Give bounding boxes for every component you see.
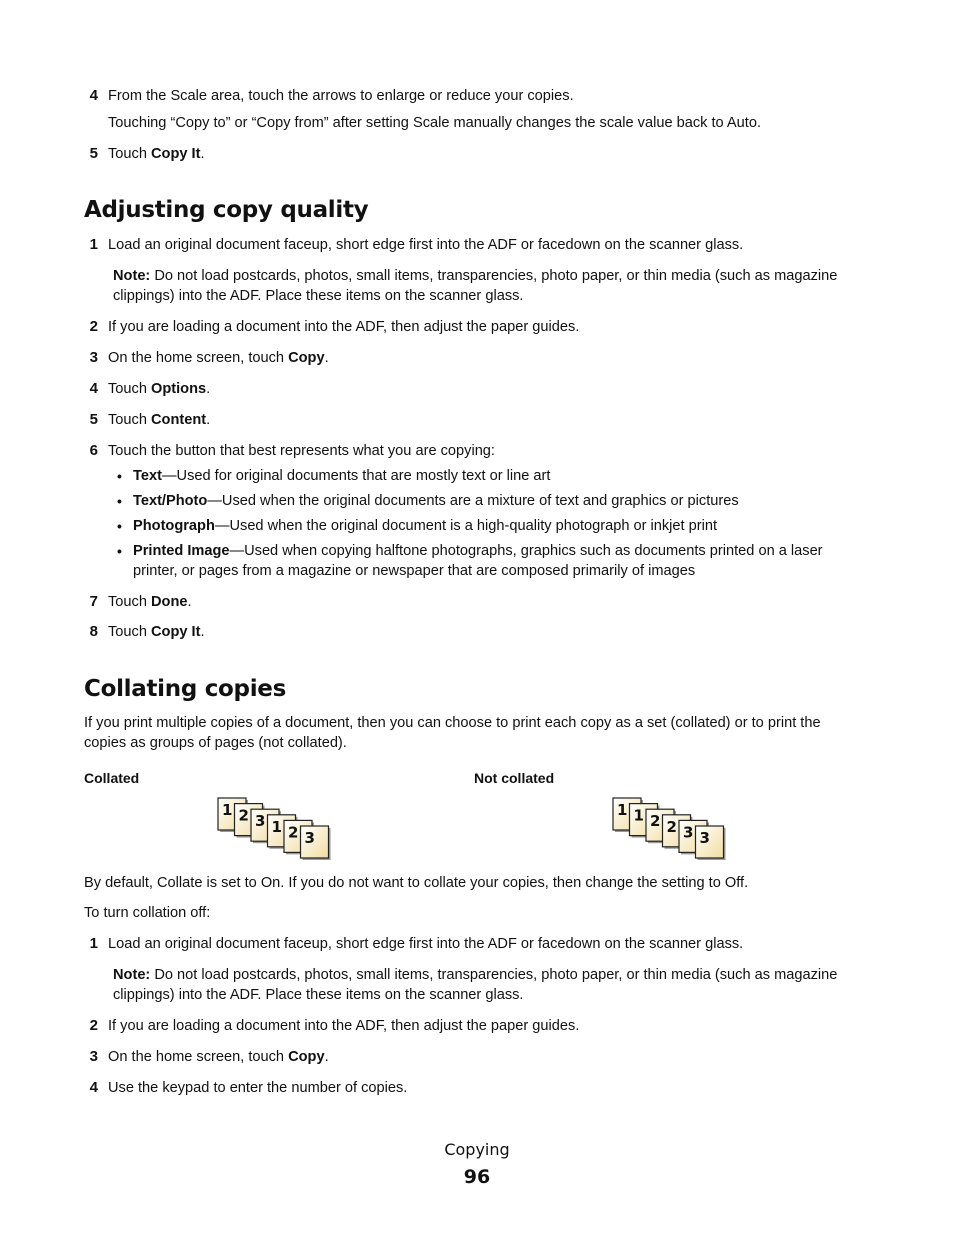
page-number: 96 — [463, 1166, 491, 1188]
svg-text:1: 1 — [222, 801, 233, 819]
step-text: On the home screen, touch Copy. — [108, 1049, 329, 1065]
step-number: 4 — [89, 1079, 98, 1096]
paragraph: To turn collation off: — [84, 905, 211, 921]
svg-text:1: 1 — [617, 801, 628, 819]
step-number: 4 — [89, 87, 98, 104]
bullet-item: Text/Photo—Used when the original documents are a mixture of text and graphics or pictures — [133, 493, 739, 509]
paragraph: By default, Collate is set to On. If you do not want to collate your copies, then change the setting to Off. — [84, 875, 749, 891]
section-heading-copy-quality: Adjusting copy quality — [84, 197, 369, 223]
paragraph-cont: copies as groups of pages (not collated). — [84, 735, 347, 751]
note-text-cont: clippings) into the ADF. Place these items on the scanner glass. — [113, 288, 524, 304]
footer-section-name: Copying — [444, 1140, 510, 1159]
collated-pages-illustration — [216, 796, 336, 860]
step-number: 8 — [89, 623, 98, 640]
step-number: 3 — [89, 349, 98, 366]
not-collated-page-6 — [696, 826, 726, 860]
paragraph: If you print multiple copies of a document, then you can choose to print each copy as a set (collated) or to print the — [84, 715, 821, 731]
step-text: On the home screen, touch Copy. — [108, 350, 329, 366]
step-text: Touch the button that best represents what you are copying: — [108, 443, 495, 459]
note-text: Note: Do not load postcards, photos, small items, transparencies, photo paper, or thin media (such as magazine — [113, 268, 838, 284]
step-number: 5 — [89, 145, 98, 162]
svg-text:3: 3 — [699, 829, 710, 847]
svg-text:3: 3 — [683, 823, 694, 842]
step-text: If you are loading a document into the ADF, then adjust the paper guides. — [108, 319, 580, 335]
svg-text:2: 2 — [288, 823, 299, 842]
step-text: Touch Content. — [108, 412, 211, 428]
step-text: Touch Options. — [108, 381, 211, 397]
svg-text:2: 2 — [650, 812, 661, 831]
step-number: 2 — [89, 318, 98, 335]
step-text: Touch Done. — [108, 594, 192, 610]
step-text: Touch Copy It. — [108, 146, 205, 162]
svg-text:3: 3 — [255, 812, 266, 831]
step-number: 1 — [89, 236, 98, 253]
step-number: 5 — [89, 411, 98, 428]
step-number: 4 — [89, 380, 98, 397]
bullet-item: Text—Used for original documents that are mostly text or line art — [133, 468, 551, 484]
svg-text:1: 1 — [633, 806, 644, 825]
collated-label: Collated — [84, 770, 140, 786]
step-number: 2 — [89, 1017, 98, 1034]
step-text: Touch Copy It. — [108, 624, 205, 640]
bullet-marker: • — [117, 518, 122, 534]
step-subtext: Touching “Copy to” or “Copy from” after setting Scale manually changes the scale value back to Auto. — [108, 115, 761, 131]
step-text: Use the keypad to enter the number of copies. — [108, 1080, 408, 1096]
bullet-item: Printed Image—Used when copying halftone photographs, graphics such as documents printed on a laser — [133, 543, 823, 559]
step-text: Load an original document faceup, short edge first into the ADF or facedown on the scanner glass. — [108, 936, 744, 952]
bullet-marker: • — [117, 493, 122, 509]
not-collated-pages-illustration — [611, 796, 731, 860]
section-heading-collating: Collating copies — [84, 676, 286, 702]
bullet-item: Photograph—Used when the original document is a high-quality photograph or inkjet print — [133, 518, 718, 534]
svg-text:1: 1 — [271, 817, 282, 836]
svg-text:3: 3 — [304, 829, 315, 847]
step-text: From the Scale area, touch the arrows to enlarge or reduce your copies. — [108, 88, 574, 104]
step-text: Load an original document faceup, short edge first into the ADF or facedown on the scanner glass. — [108, 237, 744, 253]
note-text: Note: Do not load postcards, photos, small items, transparencies, photo paper, or thin media (such as magazine — [113, 967, 838, 983]
bullet-marker: • — [117, 468, 122, 484]
bullet-item-cont: printer, or pages from a magazine or newspaper that are composed primarily of images — [133, 563, 696, 579]
step-number: 1 — [89, 935, 98, 952]
svg-text:2: 2 — [666, 817, 677, 836]
collated-page-6 — [301, 826, 331, 860]
step-number: 6 — [89, 442, 98, 459]
step-number: 3 — [89, 1048, 98, 1065]
not-collated-label: Not collated — [474, 770, 555, 786]
svg-text:2: 2 — [238, 806, 249, 825]
bullet-marker: • — [117, 543, 122, 559]
step-text: If you are loading a document into the ADF, then adjust the paper guides. — [108, 1018, 580, 1034]
note-text-cont: clippings) into the ADF. Place these items on the scanner glass. — [113, 987, 524, 1003]
step-number: 7 — [89, 593, 98, 610]
